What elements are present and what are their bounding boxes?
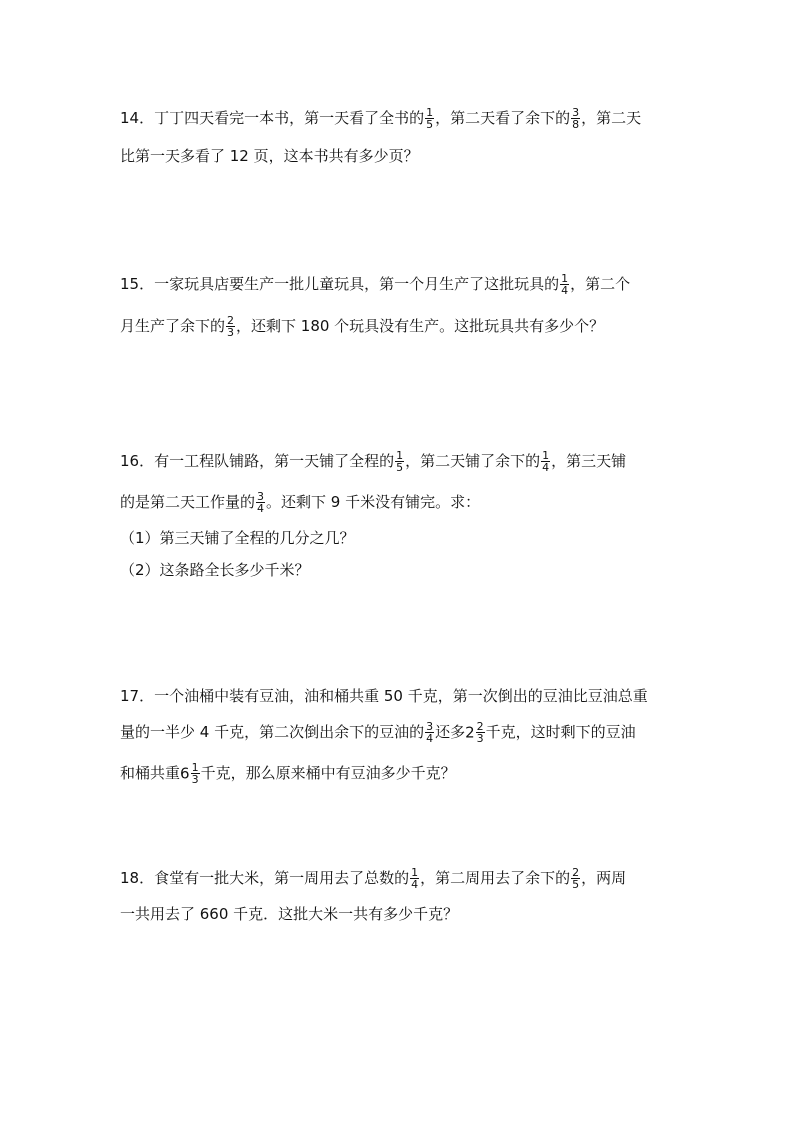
problem-18-text: ，第二周用去了余下的 xyxy=(420,869,571,887)
fraction xyxy=(425,107,434,130)
problem-18-line-1 xyxy=(120,866,680,890)
problem-17-line-3 xyxy=(120,761,680,786)
problem-15-text: ，还剩下 180 个玩具没有生产。这批玩具共有多少个？ xyxy=(236,317,605,335)
fraction xyxy=(256,491,265,514)
fraction xyxy=(541,450,550,473)
problem-14-text: ，第二天 xyxy=(581,109,642,127)
fraction xyxy=(476,721,485,744)
fraction-numerator: 1 xyxy=(411,866,419,879)
fraction-numerator: 2 xyxy=(476,720,484,734)
fraction xyxy=(571,867,580,890)
problem-17-line-2 xyxy=(120,720,680,745)
problem-16-sub-question-1: （1）第三天铺了全程的几分之几？ xyxy=(120,529,355,547)
problem-16-sub-question-2: （2）这条路全长多少千米？ xyxy=(120,561,310,579)
problem-17-line-1: 17．一个油桶中装有豆油，油和桶共重 50 千克，第一次倒出的豆油比豆油总重 xyxy=(120,687,648,705)
fraction-numerator: 3 xyxy=(426,720,434,733)
fraction-numerator: 1 xyxy=(542,449,550,462)
fraction-numerator: 1 xyxy=(396,449,404,462)
fraction-numerator: 3 xyxy=(257,490,265,503)
mixed-number xyxy=(465,720,486,745)
fraction-denominator: 4 xyxy=(411,878,419,891)
problem-15-text: ，第二个 xyxy=(570,275,631,293)
problem-16-text: 的是第二天工作量的 xyxy=(120,493,256,511)
fraction xyxy=(226,315,235,338)
problem-17-text: 还多 xyxy=(435,723,466,741)
fraction xyxy=(571,107,580,130)
fraction-denominator: 5 xyxy=(426,118,434,131)
fraction-numerator: 2 xyxy=(572,866,580,879)
problem-15-line-1 xyxy=(120,272,680,296)
fraction xyxy=(191,762,200,785)
fraction-denominator: 8 xyxy=(572,118,580,131)
problem-18-text: ，两周 xyxy=(581,869,627,887)
fraction xyxy=(425,721,434,744)
fraction-numerator: 2 xyxy=(227,314,235,327)
problem-15-line-2 xyxy=(120,314,680,338)
fraction-denominator: 5 xyxy=(572,878,580,891)
problem-16-text: ，第二天铺了余下的 xyxy=(405,452,541,470)
problem-14-text: ，第二天看了余下的 xyxy=(435,109,571,127)
problem-14-line-2: 比第一天多看了 12 页，这本书共有多少页？ xyxy=(120,147,419,165)
problem-15-text: 15．一家玩具店要生产一批儿童玩具，第一个月生产了这批玩具的 xyxy=(120,275,560,293)
fraction-numerator: 1 xyxy=(191,761,199,775)
mixed-number xyxy=(180,761,201,786)
problem-18-text: 18．食堂有一批大米，第一周用去了总数的 xyxy=(120,869,410,887)
mixed-number-whole: 2 xyxy=(465,723,475,742)
fraction xyxy=(395,450,404,473)
fraction-denominator: 5 xyxy=(396,461,404,474)
problem-14-text: 14．丁丁四天看完一本书，第一天看了全书的 xyxy=(120,109,425,127)
fraction-denominator: 4 xyxy=(561,284,569,297)
problem-17-text: 和桶共重 xyxy=(120,764,181,782)
problem-16-text: ，第三天铺 xyxy=(551,452,627,470)
problem-16-line-2 xyxy=(120,490,680,514)
fraction-denominator: 3 xyxy=(476,732,484,746)
problem-16-text: 16．有一工程队铺路，第一天铺了全程的 xyxy=(120,452,395,470)
problem-15-text: 月生产了余下的 xyxy=(120,317,226,335)
problem-16-line-1 xyxy=(120,449,680,473)
fraction xyxy=(410,867,419,890)
fraction-denominator: 3 xyxy=(191,773,199,787)
fraction-numerator: 3 xyxy=(572,106,580,119)
problem-18-line-2: 一共用去了 660 千克．这批大米一共有多少千克？ xyxy=(120,905,459,923)
fraction-numerator: 1 xyxy=(561,272,569,285)
fraction-denominator: 3 xyxy=(227,326,235,339)
problem-17-text: 量的一半少 4 千克，第二次倒出余下的豆油的 xyxy=(120,723,425,741)
problem-17-text: 千克，这时剩下的豆油 xyxy=(485,723,636,741)
problem-14-line-1 xyxy=(120,106,680,130)
fraction xyxy=(560,273,569,296)
fraction-denominator: 4 xyxy=(542,461,550,474)
fraction-numerator: 1 xyxy=(426,106,434,119)
mixed-number-whole: 6 xyxy=(180,764,190,783)
problem-16-text: 。还剩下 9 千米没有铺完。求： xyxy=(266,493,481,511)
problem-17-text: 千克，那么原来桶中有豆油多少千克？ xyxy=(200,764,456,782)
fraction-denominator: 4 xyxy=(257,502,265,515)
fraction-denominator: 4 xyxy=(426,732,434,745)
